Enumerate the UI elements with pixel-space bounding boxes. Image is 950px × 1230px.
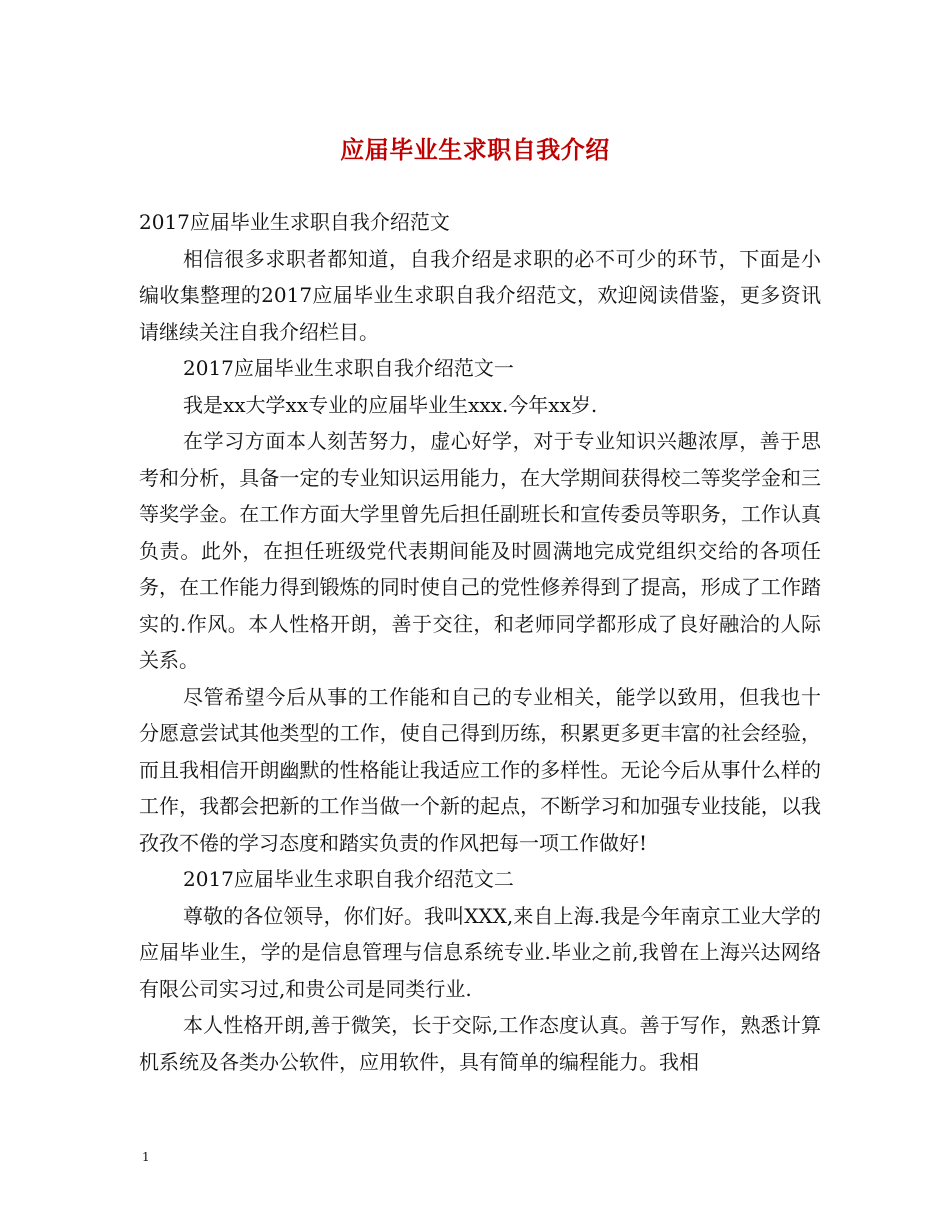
document-subtitle: 2017应届毕业生求职自我介绍范文 (139, 210, 450, 234)
paragraph-self-intro: 我是xx大学xx专业的应届毕业生xxx.今年xx岁. (183, 392, 598, 417)
paragraph-study-work: 在学习方面本人刻苦努力，虚心好学，对于专业知识兴趣浓厚，善于思考和分析，具备一定的专业知识运用能力，在大学期间获得校二等奖学金和三等奖学金。在工作方面大学里曾先后担任副班长和宣传委员等职务，工作认真负责。此外，在担任班级党代表期间能及时圆满地完成党组织交给的各项任务，在工作能力得到锻炼的同时使自己的党性修养得到了提高，形成了工作踏实的.作风。本人性格开朗，善于交往，和老师同学都形成了良好融洽的人际关系。 (139, 429, 821, 672)
section-heading-1: 2017应届毕业生求职自我介绍范文一 (183, 356, 514, 380)
intro-paragraph: 相信很多求职者都知道，自我介绍是求职的必不可少的环节，下面是小编收集整理的2017应届毕业生求职自我介绍范文，欢迎阅读借鉴，更多资讯请继续关注自我介绍栏目。 (139, 246, 821, 344)
page-number: 1 (142, 1150, 150, 1164)
document-body (139, 204, 821, 1080)
paragraph-personality: 本人性格开朗,善于微笑，长于交际,工作态度认真。善于写作，熟悉计算机系统及各类办公软件，应用软件，具有简单的编程能力。我相 (139, 1013, 821, 1074)
paragraph-career-hope: 尽管希望今后从事的工作能和自己的专业相关，能学以致用，但我也十分愿意尝试其他类型的工作，使自己得到历练，积累更多更丰富的社会经验，而且我相信开朗幽默的性格能让我适应工作的多样性。无论今后从事什么样的工作，我都会把新的工作当做一个新的起点，不断学习和加强专业技能，以我孜孜不倦的学习态度和踏实负责的作风把每一项工作做好! (139, 684, 821, 855)
document-title: 应届毕业生求职自我介绍 (340, 135, 610, 164)
section-heading-2: 2017应届毕业生求职自我介绍范文二 (183, 867, 514, 891)
paragraph-greeting: 尊敬的各位领导，你们好。我叫XXX,来自上海.我是今年南京工业大学的应届毕业生，学的是信息管理与信息系统专业.毕业之前,我曾在上海兴达网络有限公司实习过,和贵公司是同类行业. (139, 903, 821, 1001)
